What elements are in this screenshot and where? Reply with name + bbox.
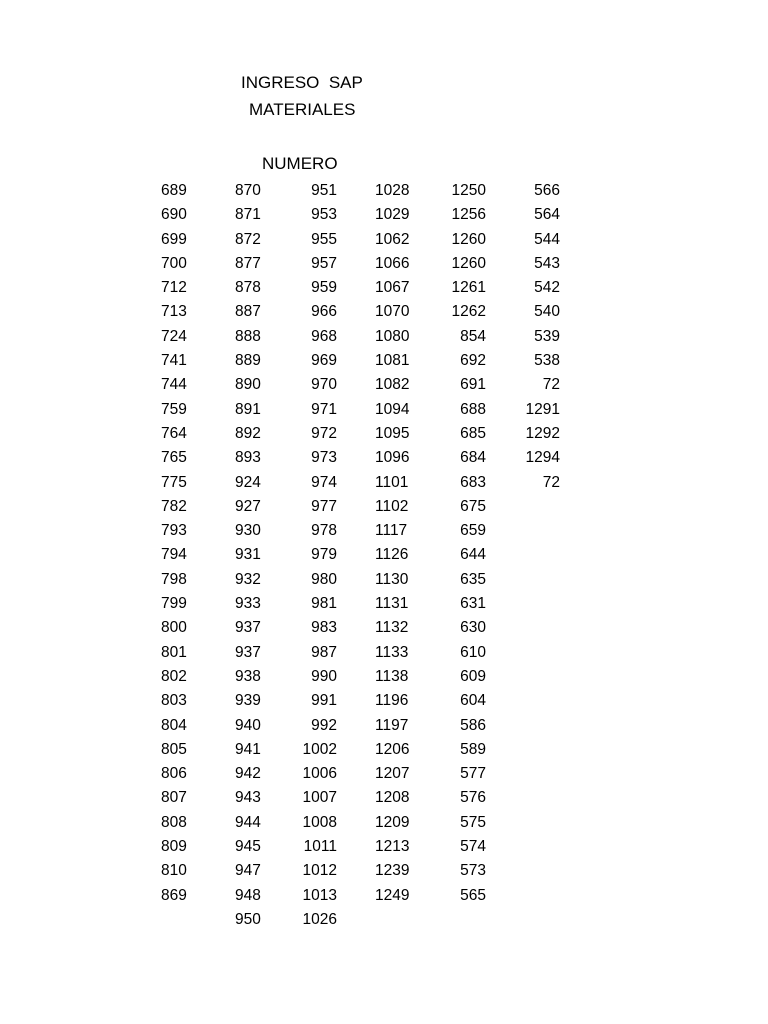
number-cell: 930 (235, 522, 261, 540)
number-cell: 887 (235, 303, 261, 321)
number-cell: 631 (460, 595, 486, 613)
number-cell: 576 (460, 789, 486, 807)
number-cell: 890 (235, 376, 261, 394)
number-cell: 1291 (525, 400, 560, 418)
number-column-3 (286, 180, 337, 933)
number-cell: 544 (534, 230, 560, 248)
number-cell: 1006 (302, 765, 337, 783)
number-cell: 872 (235, 230, 261, 248)
number-cell: 683 (460, 473, 486, 491)
number-cell: 713 (161, 303, 187, 321)
number-cell: 1249 (375, 886, 410, 904)
number-cell: 689 (161, 182, 187, 199)
number-cell: 943 (235, 789, 261, 807)
number-cell: 1101 (375, 473, 409, 491)
number-cell: 955 (311, 230, 337, 248)
number-cell: 1262 (451, 303, 486, 321)
number-cell: 1239 (375, 862, 410, 880)
number-cell: 959 (311, 279, 337, 297)
number-cell: 983 (311, 619, 337, 637)
number-cell: 870 (235, 182, 261, 199)
number-cell: 891 (235, 400, 261, 418)
number-cell: 604 (460, 692, 486, 710)
number-cell: 809 (161, 838, 187, 856)
number-cell: 971 (311, 400, 337, 418)
number-cell: 1131 (375, 595, 409, 613)
number-cell: 806 (161, 765, 187, 783)
number-cell: 953 (311, 206, 337, 224)
number-cell: 947 (235, 862, 261, 880)
number-cell: 1095 (375, 424, 410, 442)
number-cell: 802 (161, 667, 187, 685)
number-cell: 1213 (375, 838, 410, 856)
number-cell: 992 (311, 716, 337, 734)
number-cell: 801 (161, 643, 187, 661)
number-cell: 540 (534, 303, 560, 321)
number-cell: 1007 (302, 789, 337, 807)
number-cell: 1102 (375, 497, 409, 515)
number-cell: 538 (534, 352, 560, 370)
number-cell: 1070 (375, 303, 410, 321)
number-column-5 (436, 180, 486, 909)
number-cell: 712 (161, 279, 187, 297)
number-cell: 798 (161, 570, 187, 588)
number-cell: 969 (311, 352, 337, 370)
number-cell: 968 (311, 327, 337, 345)
number-cell: 644 (460, 546, 486, 564)
number-column-6 (510, 180, 560, 496)
number-cell: 933 (235, 595, 261, 613)
number-cell: 1294 (525, 449, 560, 467)
number-cell: 1260 (451, 230, 486, 248)
number-cell: 1133 (375, 643, 409, 661)
number-cell: 1138 (375, 667, 409, 685)
number-cell: 932 (235, 570, 261, 588)
number-cell: 72 (542, 376, 560, 394)
number-cell: 808 (161, 813, 187, 831)
number-cell: 575 (460, 813, 486, 831)
number-cell: 724 (161, 327, 187, 345)
number-cell: 940 (235, 716, 261, 734)
number-cell: 945 (235, 838, 261, 856)
number-cell: 72 (542, 473, 560, 491)
number-cell: 744 (161, 376, 187, 394)
number-cell: 1096 (375, 449, 410, 467)
number-cell: 1028 (375, 182, 410, 199)
number-cell: 987 (311, 643, 337, 661)
number-cell: 1250 (451, 182, 486, 199)
number-cell: 700 (161, 254, 187, 272)
number-cell: 924 (235, 473, 261, 491)
number-cell: 1209 (375, 813, 410, 831)
number-cell: 577 (460, 765, 486, 783)
number-cell: 941 (235, 740, 261, 758)
number-cell: 807 (161, 789, 187, 807)
number-cell: 869 (161, 886, 187, 904)
number-cell: 609 (460, 667, 486, 685)
number-cell: 1130 (375, 570, 409, 588)
number-cell: 877 (235, 254, 261, 272)
number-cell: 803 (161, 692, 187, 710)
number-cell: 1062 (375, 230, 410, 248)
number-cell: 782 (161, 497, 187, 515)
number-column-2 (235, 180, 275, 933)
number-cell: 688 (460, 400, 486, 418)
number-cell: 951 (311, 182, 337, 199)
number-cell: 970 (311, 376, 337, 394)
number-cell: 1292 (525, 424, 560, 442)
number-cell: 938 (235, 667, 261, 685)
number-cell: 574 (460, 838, 486, 856)
number-cell: 810 (161, 862, 187, 880)
number-cell: 799 (161, 595, 187, 613)
number-cell: 794 (161, 546, 187, 564)
number-cell: 659 (460, 522, 486, 540)
document-title: INGRESO SAP (241, 73, 363, 92)
number-cell: 978 (311, 522, 337, 540)
number-cell: 586 (460, 716, 486, 734)
number-cell: 1261 (451, 279, 486, 297)
number-cell: 973 (311, 449, 337, 467)
number-cell: 759 (161, 400, 187, 418)
number-cell: 893 (235, 449, 261, 467)
number-cell: 990 (311, 667, 337, 685)
number-cell: 764 (161, 424, 187, 442)
number-cell: 610 (460, 643, 486, 661)
number-cell: 800 (161, 619, 187, 637)
number-cell: 1206 (375, 740, 410, 758)
number-cell: 630 (460, 619, 486, 637)
number-cell: 927 (235, 497, 261, 515)
number-cell: 878 (235, 279, 261, 297)
number-column-4 (375, 180, 420, 909)
number-cell: 957 (311, 254, 337, 272)
number-cell: 543 (534, 254, 560, 272)
number-cell: 1196 (375, 692, 409, 710)
number-cell: 685 (460, 424, 486, 442)
number-cell: 564 (534, 206, 560, 224)
number-cell: 931 (235, 546, 261, 564)
number-cell: 871 (235, 206, 261, 224)
number-cell: 892 (235, 424, 261, 442)
number-cell: 1081 (375, 352, 410, 370)
number-cell: 1012 (302, 862, 337, 880)
number-cell: 775 (161, 473, 187, 491)
number-cell: 1117 (375, 522, 408, 540)
number-cell: 937 (235, 619, 261, 637)
number-cell: 991 (311, 692, 337, 710)
number-cell: 942 (235, 765, 261, 783)
number-cell: 1126 (375, 546, 409, 564)
number-cell: 691 (460, 376, 486, 394)
number-cell: 966 (311, 303, 337, 321)
number-cell: 675 (460, 497, 486, 515)
number-cell: 937 (235, 643, 261, 661)
number-cell: 1013 (302, 886, 337, 904)
number-cell: 804 (161, 716, 187, 734)
number-cell: 805 (161, 740, 187, 758)
number-cell: 980 (311, 570, 337, 588)
number-cell: 939 (235, 692, 261, 710)
number-cell: 854 (460, 327, 486, 345)
number-cell: 1082 (375, 376, 410, 394)
number-cell: 1067 (375, 279, 410, 297)
number-cell: 1197 (375, 716, 409, 734)
number-cell: 565 (460, 886, 486, 904)
number-cell: 974 (311, 473, 337, 491)
number-cell: 635 (460, 570, 486, 588)
number-cell: 1080 (375, 327, 410, 345)
number-cell: 690 (161, 206, 187, 224)
number-cell: 539 (534, 327, 560, 345)
number-cell: 1207 (375, 765, 410, 783)
number-cell: 1008 (302, 813, 337, 831)
number-cell: 1011 (303, 838, 337, 856)
number-cell: 981 (311, 595, 337, 613)
number-cell: 1132 (375, 619, 409, 637)
number-cell: 1094 (375, 400, 410, 418)
number-cell: 542 (534, 279, 560, 297)
number-cell: 977 (311, 497, 337, 515)
number-cell: 1260 (451, 254, 486, 272)
number-cell: 1066 (375, 254, 410, 272)
number-cell: 684 (460, 449, 486, 467)
number-cell: 692 (460, 352, 486, 370)
number-cell: 972 (311, 424, 337, 442)
number-cell: 589 (460, 740, 486, 758)
number-cell: 1256 (451, 206, 486, 224)
number-cell: 948 (235, 886, 261, 904)
number-cell: 793 (161, 522, 187, 540)
number-cell: 1026 (302, 910, 337, 928)
number-cell: 573 (460, 862, 486, 880)
number-cell: 888 (235, 327, 261, 345)
number-cell: 979 (311, 546, 337, 564)
number-cell: 944 (235, 813, 261, 831)
number-cell: 699 (161, 230, 187, 248)
document-subtitle: MATERIALES (249, 100, 356, 119)
number-cell: 1002 (302, 740, 337, 758)
number-cell: 566 (534, 182, 560, 199)
column-heading: NUMERO (262, 154, 338, 173)
number-column-1 (161, 180, 201, 909)
number-cell: 1208 (375, 789, 410, 807)
number-cell: 1029 (375, 206, 410, 224)
number-cell: 950 (235, 910, 261, 928)
number-cell: 889 (235, 352, 261, 370)
number-cell: 765 (161, 449, 187, 467)
number-cell: 741 (161, 352, 187, 370)
